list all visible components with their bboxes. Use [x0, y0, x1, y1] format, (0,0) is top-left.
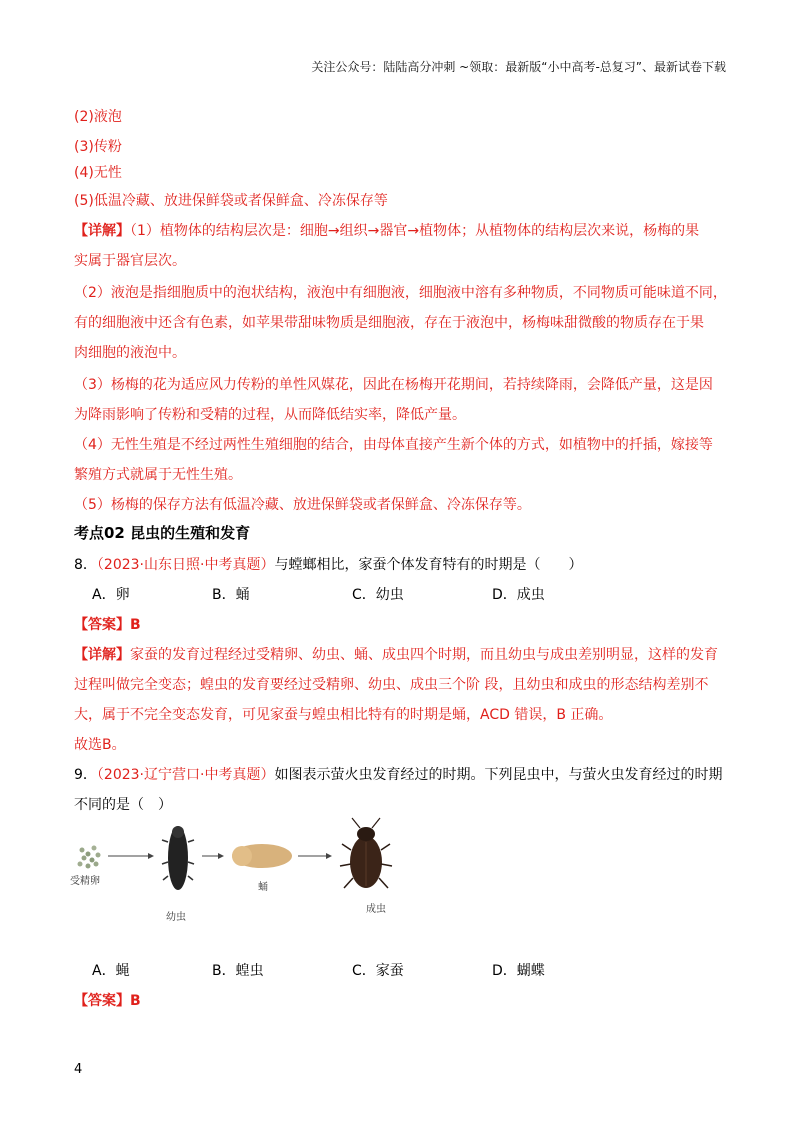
header-note: 关注公众号：陆陆高分冲刺 ~领取：最新版“小中高考-总复习”、最新试卷下载 [311, 60, 726, 74]
q9-option-c: C．家蚕 [352, 963, 404, 979]
q8-option-a: A．卵 [92, 587, 130, 603]
arrow-icon [108, 853, 154, 859]
detail-p1-line1: 【详解】（1）植物体的结构层次是：细胞→组织→器官→植物体；从植物体的结构层次来说，杨梅的果 [74, 223, 700, 239]
arrow-icon [298, 853, 332, 859]
q9-stem-line2: 不同的是（ ） [74, 797, 172, 813]
detail-p2-line3: 肉细胞的液泡中。 [74, 345, 186, 361]
stage-label-pupa: 蛹 [258, 882, 268, 893]
detail-tag: 【详解】 [74, 223, 130, 239]
q8-detail-line3: 大，属于不完全变态发育，可见家蚕与蝗虫相比特有的时期是蛹，ACD 错误，B 正确。 [74, 707, 613, 723]
q8-source: （2023·山东日照·中考真题） [96, 557, 275, 573]
answer-3: (3)传粉 [74, 139, 122, 155]
q8-detail-line1: 【详解】家蚕的发育过程经过受精卵、幼虫、蛹、成虫四个时期，而且幼虫与成虫差别明显，这样的发育 [74, 647, 718, 663]
detail-p2-line2: 有的细胞液中还含有色素，如苹果带甜味物质是细胞液，存在于液泡中，杨梅味甜微酸的物质存在于果 [74, 315, 704, 331]
q9-stem-line1: 9．（2023·辽宁营口·中考真题）如图表示萤火虫发育经过的时期。下列昆虫中，与萤火虫发育经过的时期 [74, 767, 723, 783]
stage-label-egg: 受精卵 [70, 876, 100, 887]
q9-option-d: D．蝴蝶 [492, 963, 545, 979]
firefly-lifecycle-diagram [70, 812, 410, 932]
q9-option-b: B．蝗虫 [212, 963, 264, 979]
q8-option-c: C．幼虫 [352, 587, 404, 603]
pupa-image [232, 844, 292, 868]
section-title: 考点02 昆虫的生殖和发育 [74, 524, 251, 542]
detail-p5-line1: （5）杨梅的保存方法有低温冷藏、放进保鲜袋或者保鲜盒、冷冻保存等。 [74, 497, 531, 513]
detail-p4-line1: （4）无性生殖是不经过两性生殖细胞的结合，由母体直接产生新个体的方式，如植物中的扦插，嫁接等 [74, 437, 713, 453]
q9-source: （2023·辽宁营口·中考真题） [96, 767, 275, 783]
q8-stem: 8．（2023·山东日照·中考真题）与螳螂相比，家蚕个体发育特有的时期是（ ） [74, 557, 583, 573]
arrow-icon [202, 853, 224, 859]
q8-conclusion: 故选B。 [74, 737, 126, 753]
stage-label-larva: 幼虫 [166, 912, 186, 923]
q9-option-a: A．蝇 [92, 963, 130, 979]
detail-p1-line2: 实属于器官层次。 [74, 253, 186, 269]
q8-detail-line2: 过程叫做完全变态；蝗虫的发育要经过受精卵、幼虫、成虫三个阶 段，且幼虫和成虫的形态结构差别不 [74, 677, 709, 693]
answer-4: (4)无性 [74, 165, 122, 181]
page-number: 4 [74, 1062, 83, 1077]
larva-image [162, 826, 194, 890]
answer-5: (5)低温冷藏、放进保鲜袋或者保鲜盒、冷冻保存等 [74, 193, 388, 209]
detail-p4-line2: 繁殖方式就属于无性生殖。 [74, 467, 242, 483]
detail-p3-line1: （3）杨梅的花为适应风力传粉的单性风媒花，因此在杨梅开花期间，若持续降雨，会降低产量，这是因 [74, 377, 713, 393]
answer-2: (2)液泡 [74, 109, 122, 125]
q9-answer: 【答案】B [74, 993, 141, 1009]
egg-cluster-image [78, 846, 101, 869]
detail-p3-line2: 为降雨影响了传粉和受精的过程，从而降低结实率，降低产量。 [74, 407, 466, 423]
q8-option-b: B．蛹 [212, 587, 250, 603]
adult-beetle-image [340, 818, 392, 888]
q8-answer: 【答案】B [74, 617, 141, 633]
stage-label-adult: 成虫 [366, 904, 386, 915]
q8-option-d: D．成虫 [492, 587, 545, 603]
detail-p2-line1: （2）液泡是指细胞质中的泡状结构，液泡中有细胞液，细胞液中溶有多种物质，不同物质可能味道不同， [74, 285, 727, 301]
